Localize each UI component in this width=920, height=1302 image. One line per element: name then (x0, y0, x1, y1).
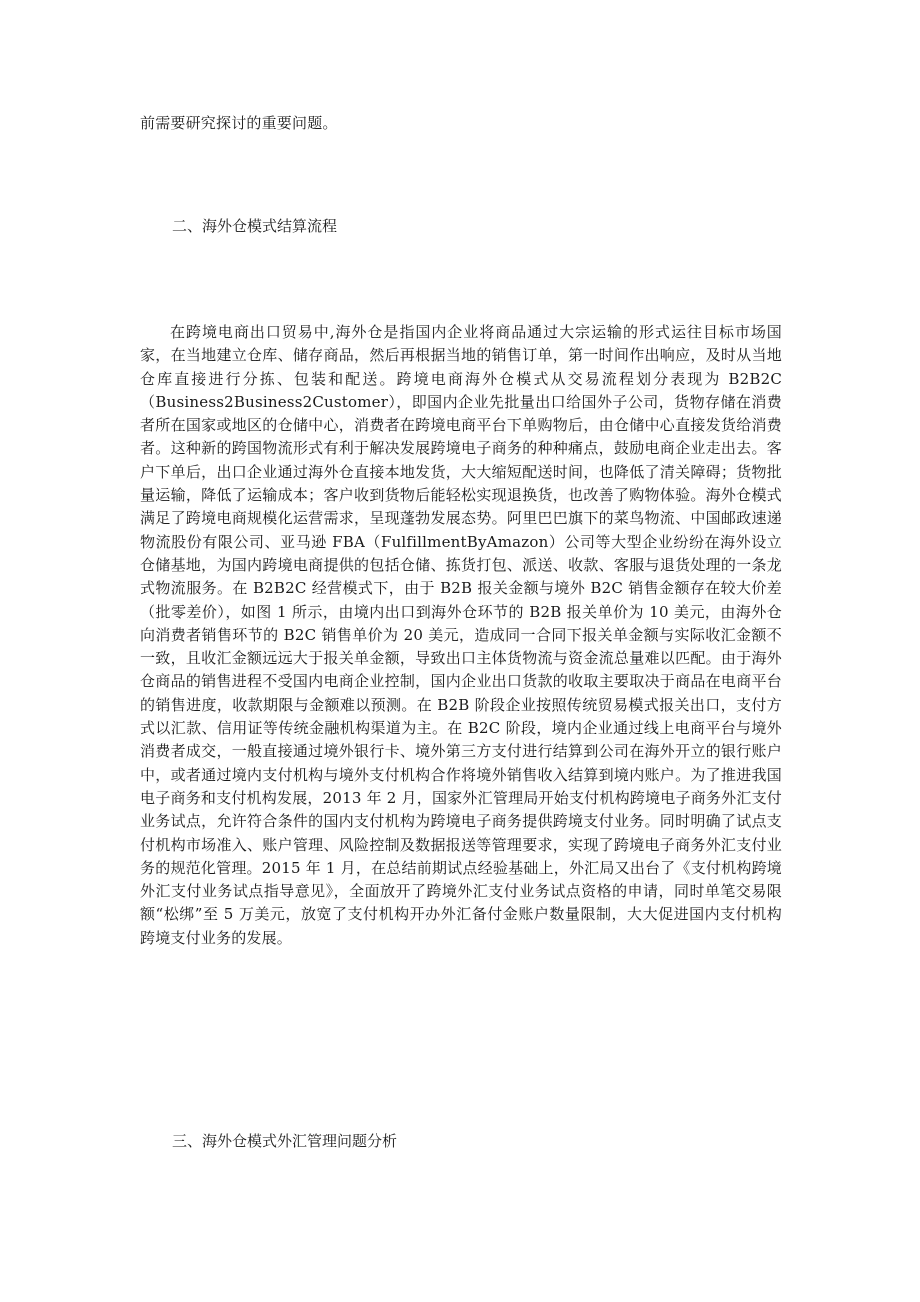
lead-line: 前需要研究探讨的重要问题。 (140, 114, 338, 132)
section-2-heading: 二、海外仓模式结算流程 (172, 217, 338, 235)
section-2-body-paragraph: 在跨境电商出口贸易中,海外仓是指国内企业将商品通过大宗运输的形式运往目标市场国家，在当地建立仓库、储存商品，然后再根据当地的销售订单，第一时间作出响应，及时从当地仓库直接进行分拣、包装和配送。跨境电商海外仓模式从交易流程划分表现为 B2B2C（Business2Business2Customer），即国内企业先批量出口给国外子公司，货物存储在消费者所在国家或地区的仓储中心，消费者在跨境电商平台下单购物后，由仓储中心直接发货给消费者。这种新的跨国物流形式有利于解决发展跨境电子商务的种种痛点，鼓励电商企业走出去。客户下单后，出口企业通过海外仓直接本地发货，大大缩短配送时间，也降低了清关障碍；货物批量运输，降低了运输成本；客户收到货物后能轻松实现退换货，也改善了购物体验。海外仓模式满足了跨境电商规模化运营需求，呈现蓬勃发展态势。阿里巴巴旗下的菜鸟物流、中国邮政速递物流股份有限公司、亚马逊 FBA（FulfillmentByAmazon）公司等大型企业纷纷在海外设立仓储基地，为国内跨境电商提供的包括仓储、拣货打包、派送、收款、客服与退货处理的一条龙式物流服务。在 B2B2C 经营模式下，由于 B2B 报关金额与境外 B2C 销售金额存在较大价差（批零差价），如图 1 所示，由境内出口到海外仓环节的 B2B 报关单价为 10 美元，由海外仓向消费者销售环节的 B2C 销售单价为 20 美元，造成同一合同下报关单金额与实际收汇金额不一致，且收汇金额远远大于报关单金额，导致出口主体货物流与资金流总量难以匹配。由于海外仓商品的销售进程不受国内电商企业控制，国内企业出口货款的收取主要取决于商品在电商平台的销售进度，收款期限与金额难以预测。在 B2B 阶段企业按照传统贸易模式报关出口，支付方式以汇款、信用证等传统金融机构渠道为主。在 B2C 阶段，境内企业通过线上电商平台与境外消费者成交，一般直接通过境外银行卡、境外第三方支付进行结算到公司在海外开立的银行账户中，或者通过境内支付机构与境外支付机构合作将境外销售收入结算到境内账户。为了推进我国电子商务和支付机构发展，2013 年 2 月，国家外汇管理局开始支付机构跨境电子商务外汇支付业务试点，允许符合条件的国内支付机构为跨境电子商务提供跨境支付业务。同时明确了试点支付机构市场准入、账户管理、风险控制及数据报送等管理要求，实现了跨境电子商务外汇支付业务的规范化管理。2015 年 1 月，在总结前期试点经验基础上，外汇局又出台了《支付机构跨境外汇支付业务试点指导意见》，全面放开了跨境外汇支付业务试点资格的申请，同时单笔交易限额“松绑”至 5 万美元，放宽了支付机构开办外汇备付金账户数量限制，大大促进国内支付机构跨境支付业务的发展。 (140, 323, 782, 947)
section-3-heading: 三、海外仓模式外汇管理问题分析 (172, 1132, 398, 1150)
